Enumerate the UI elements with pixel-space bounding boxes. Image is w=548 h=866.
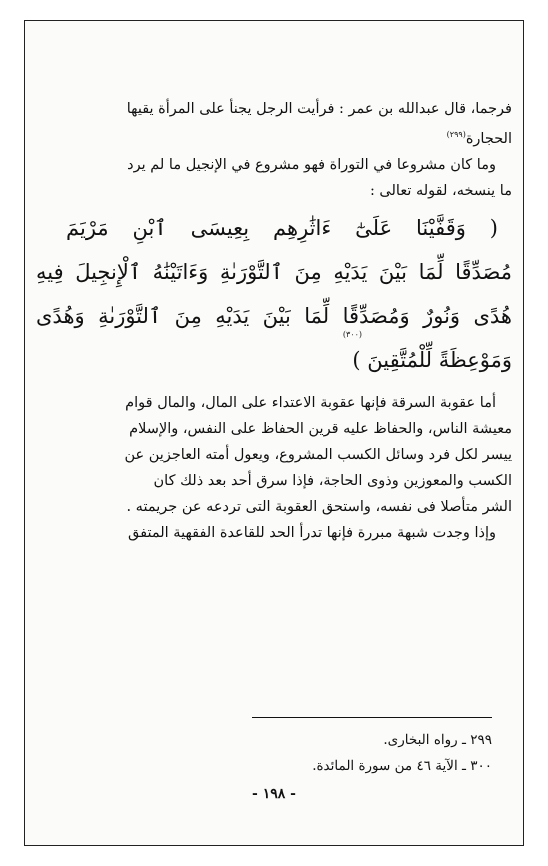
- footnote-ref-300: (٣٠٠): [342, 329, 362, 339]
- text-line: وإذا وجدت شبهة مبررة فإنها تدرأ الحد للقاعدة الفقهية المتفق: [128, 524, 496, 541]
- text-line: معيشة الناس، والحفاظ عليه قرين الحفاظ على النفس، والإسلام: [129, 420, 512, 437]
- quran-verse: [36, 206, 512, 382]
- text-line: ييسر لكل فرد وسائل الكسب المشروع، ويعول أمته العاجزين عن: [124, 446, 512, 463]
- footnote-item: ٢٩٩ ـ رواه البخارى.: [383, 732, 492, 748]
- verse-fragment: وَمَوْعِظَةً لِّلْمُتَّقِينَ ): [352, 347, 512, 372]
- main-text: [36, 96, 512, 546]
- text-fragment: الحجارة: [465, 130, 512, 147]
- verse-line: مُصَدِّقًا لِّمَا بَيْنَ يَدَيْهِ مِنَ ٱلتَّوْرَىٰةِ وَءَاتَيْنَٰهُ ٱلْإِنجِيلَ فِيهِ: [36, 259, 512, 284]
- text-line: [36, 122, 512, 152]
- verse-line: ( وَقَفَّيْنَا عَلَىٰٓ ءَاثَٰرِهِم بِعِيسَى ٱبْنِ مَرْيَمَ: [66, 215, 498, 240]
- verse-line: هُدًى وَنُورٌ وَمُصَدِّقًا لِّمَا بَيْنَ يَدَيْهِ مِنَ ٱلتَّوْرَىٰةِ وَهُدًى: [36, 303, 512, 328]
- verse-line: [36, 329, 512, 382]
- text-line: الشر متأصلا فى نفسه، واستحق العقوبة التى تردعه عن جريمته .: [126, 498, 512, 515]
- text-line: أما عقوبة السرقة فإنها عقوبة الاعتداء على المال، والمال قوام: [125, 394, 496, 411]
- footnote-ref-299: (٢٩٩): [446, 130, 466, 139]
- footnotes: [56, 727, 492, 779]
- footnote-divider: [252, 717, 492, 718]
- footnote-item: ٣٠٠ ـ الآية ٤٦ من سورة المائدة.: [312, 758, 492, 774]
- text-line: فرجما، قال عبدالله بن عمر : فرأيت الرجل يجنأ على المرأة يقيها: [126, 101, 512, 117]
- text-line: الكسب والمعوزين وذوى الحاجة، فإذا سرق أحد بعد ذلك كان: [153, 472, 512, 489]
- text-line: ما ينسخه، لقوله تعالى :: [369, 182, 512, 199]
- page-number: - ١٩٨ -: [252, 786, 296, 802]
- text-line: وما كان مشروعا في التوراة فهو مشروع في الإنجيل ما لم يرد: [127, 156, 496, 173]
